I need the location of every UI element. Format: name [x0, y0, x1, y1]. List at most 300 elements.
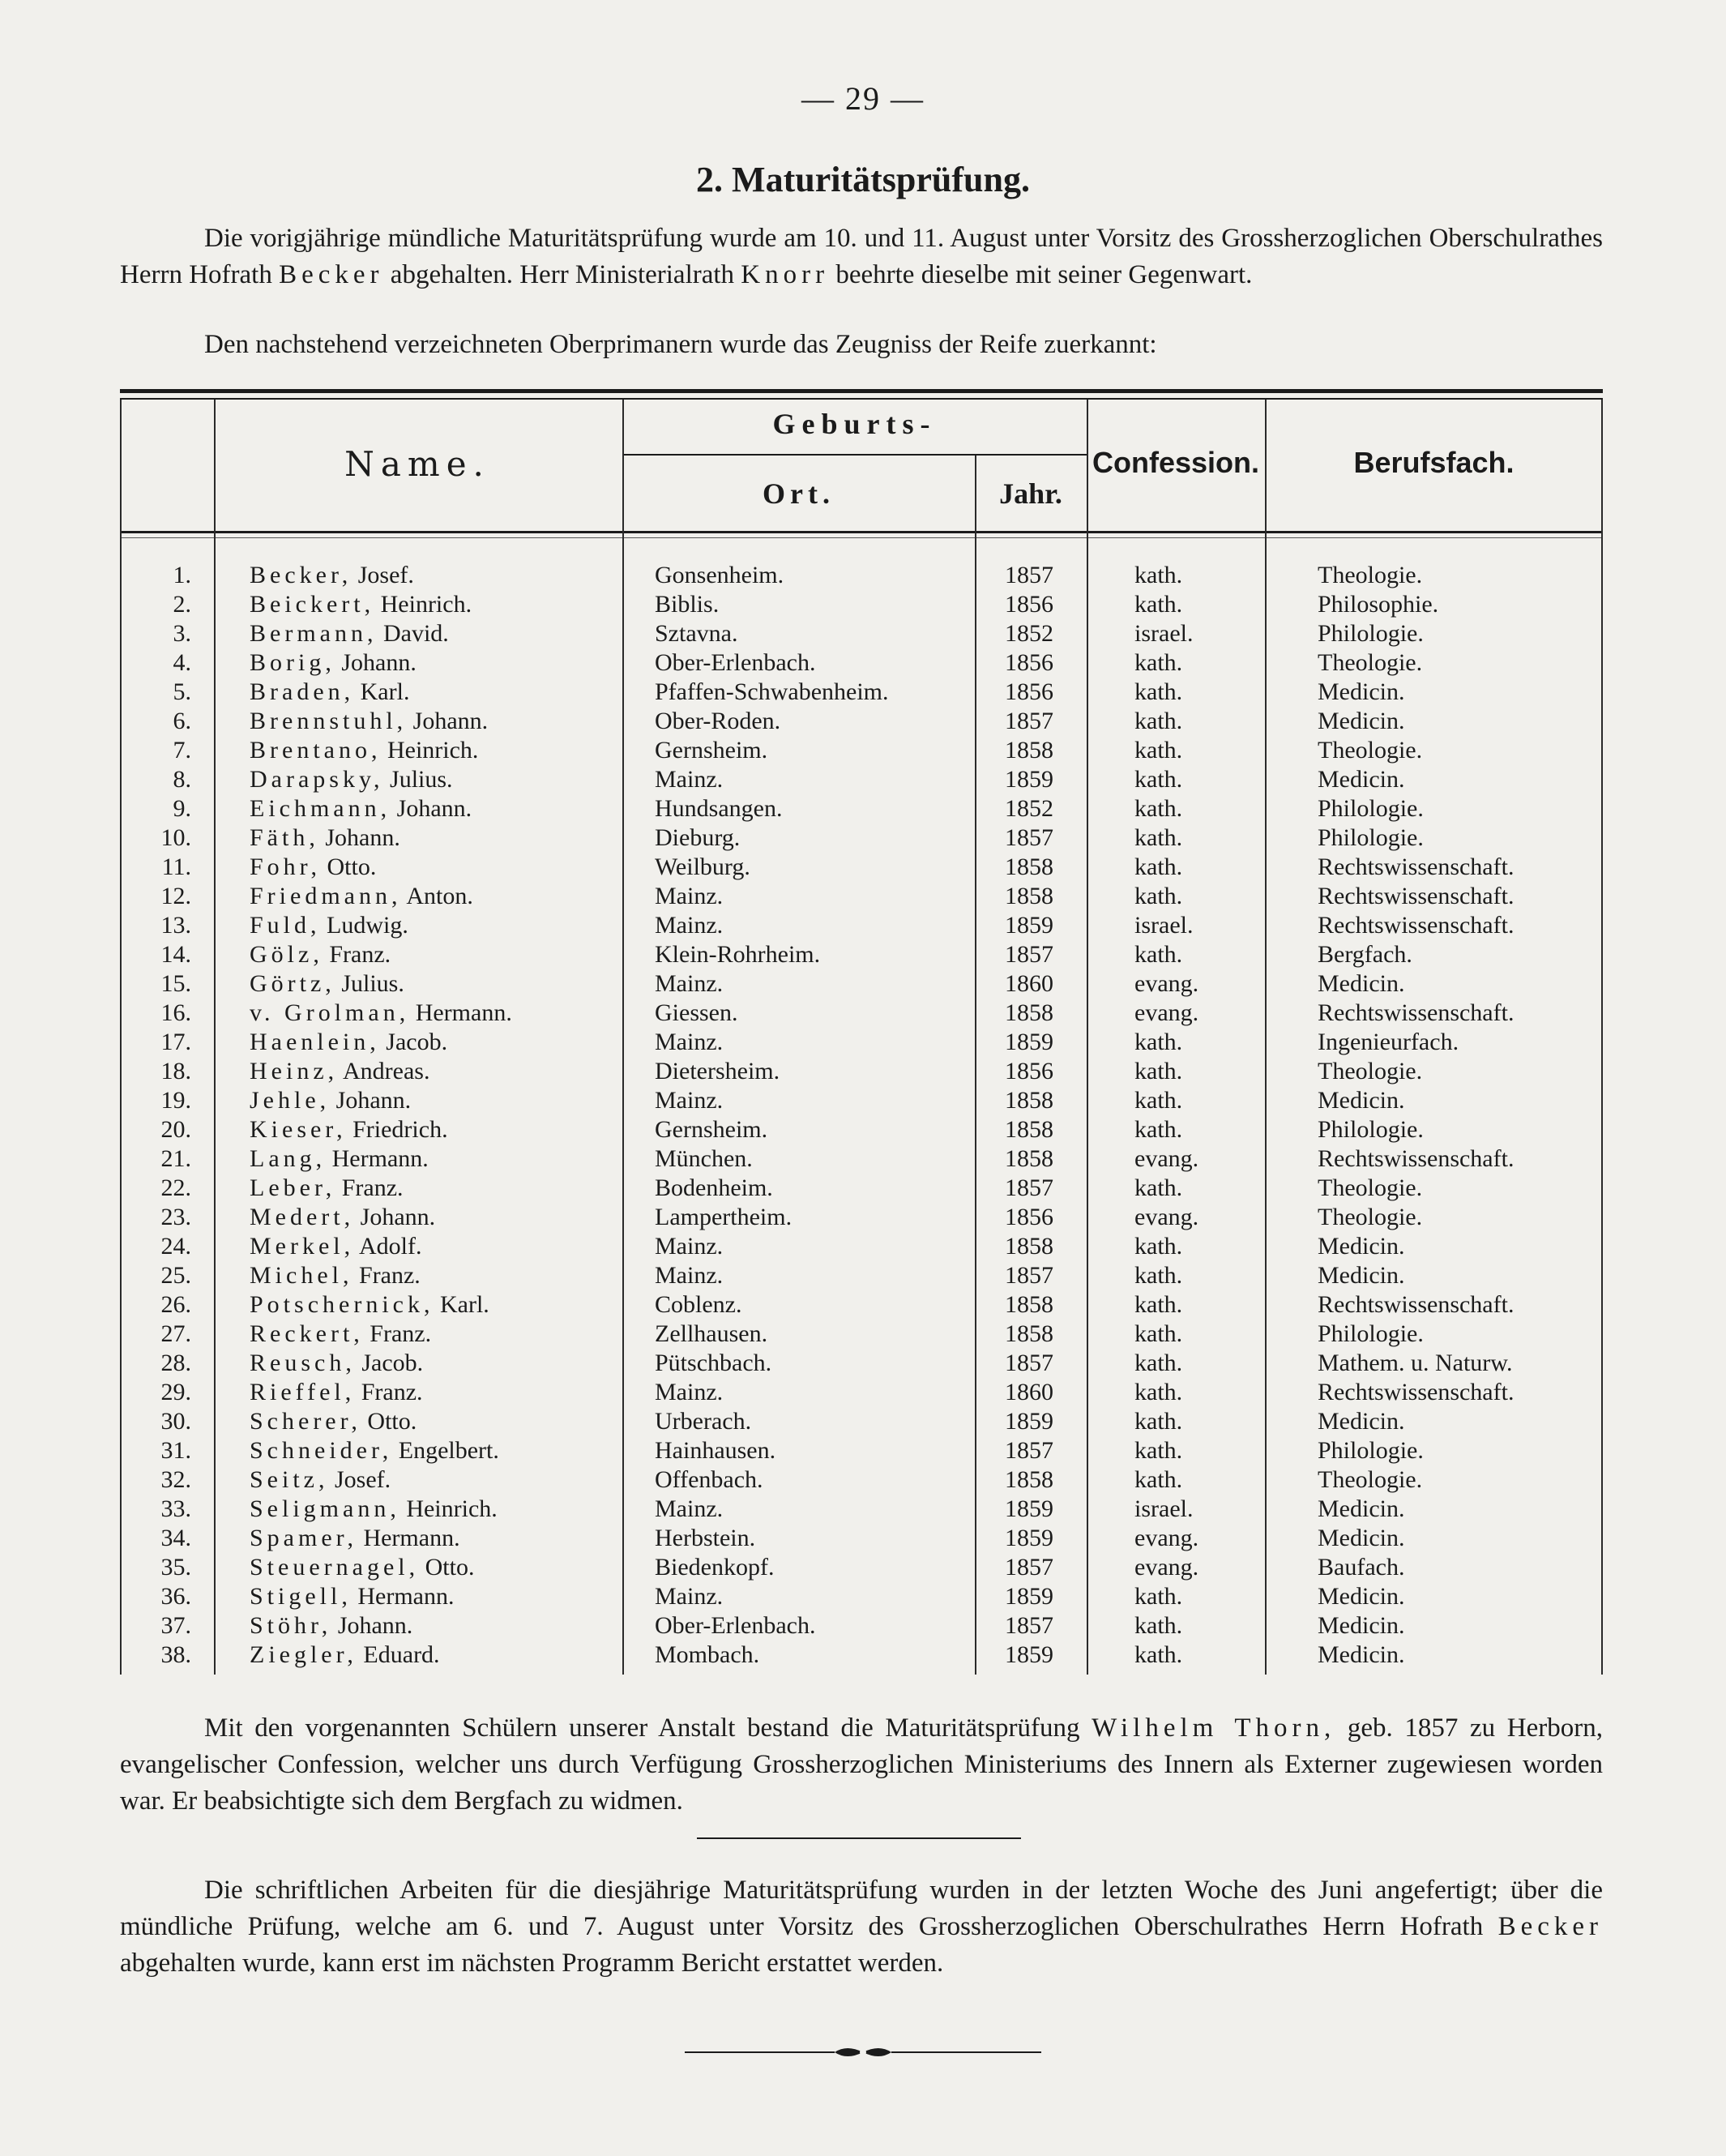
- confession: kath.: [1134, 883, 1183, 909]
- student-given-name: Hermann.: [357, 1583, 455, 1610]
- student-given-name: Hermann.: [331, 1145, 429, 1172]
- confession: evang.: [1134, 1145, 1199, 1172]
- student-given-name: Johann.: [360, 1204, 436, 1230]
- table-row: [120, 794, 1603, 823]
- student-surname: Becker,: [250, 562, 352, 588]
- student-surname: Brentano,: [250, 737, 382, 764]
- berufsfach: Medicin.: [1318, 1612, 1405, 1639]
- header-confession: Confession.: [1092, 446, 1259, 479]
- student-name: [250, 1115, 448, 1144]
- birth-year: 1857: [1005, 708, 1053, 734]
- row-number: 7.: [173, 737, 191, 764]
- birth-place: Weilburg.: [655, 853, 750, 880]
- berufsfach: Rechtswissenschaft.: [1318, 853, 1515, 880]
- birth-place: Mainz.: [655, 970, 724, 997]
- birth-year: 1857: [1005, 1262, 1053, 1289]
- birth-year: 1859: [1005, 1029, 1053, 1055]
- table-row: [120, 1582, 1603, 1611]
- student-name: [250, 1290, 489, 1320]
- row-number: 4.: [173, 649, 191, 676]
- confession: israel.: [1134, 912, 1194, 939]
- berufsfach: Philologie.: [1318, 795, 1424, 822]
- berufsfach: Medicin.: [1318, 678, 1405, 705]
- student-given-name: Jacob.: [361, 1350, 424, 1376]
- table-row: [120, 678, 1603, 707]
- student-surname: Braden,: [250, 678, 355, 705]
- student-name: [250, 1232, 422, 1261]
- birth-year: 1857: [1005, 562, 1053, 588]
- table-header-rule-thin: [120, 537, 1603, 538]
- student-surname: Beickert,: [250, 591, 375, 618]
- table-row: [120, 1320, 1603, 1349]
- confession: kath.: [1134, 562, 1183, 588]
- student-given-name: Ludwig.: [327, 912, 408, 939]
- student-name: [250, 1174, 404, 1203]
- student-name: [250, 940, 391, 969]
- table-top-rule: [120, 389, 1603, 393]
- section-separator: [697, 1837, 1021, 1839]
- birth-place: Offenbach.: [655, 1466, 763, 1493]
- confession: kath.: [1134, 795, 1183, 822]
- student-name: [250, 648, 417, 678]
- closing1-text-2: geb. 1857 zu Herborn, evangelischer Confession, welcher uns durch Verfügung Grossherzoglichen Ministeriums des Innern als Externer zugewiesen worden war. Er beabsichtigte sich dem Bergfach zu widmen.: [120, 1713, 1604, 1816]
- student-surname: Fäth,: [250, 824, 319, 851]
- table-row: [120, 1174, 1603, 1203]
- confession: evang.: [1134, 1554, 1199, 1581]
- student-given-name: Johann.: [325, 824, 400, 851]
- student-name: [250, 1349, 423, 1378]
- table-row: [120, 1436, 1603, 1465]
- student-given-name: Andreas.: [343, 1058, 430, 1084]
- row-number: 25.: [160, 1262, 191, 1289]
- student-name: [250, 911, 408, 940]
- birth-year: 1859: [1005, 766, 1053, 793]
- birth-year: 1858: [1005, 1087, 1053, 1114]
- confession: kath.: [1134, 1437, 1183, 1464]
- row-number: 13.: [160, 912, 191, 939]
- student-given-name: Adolf.: [359, 1233, 422, 1260]
- student-surname: Ziegler,: [250, 1641, 357, 1668]
- table-row: [120, 1144, 1603, 1174]
- table-row: [120, 1290, 1603, 1320]
- row-number: 2.: [173, 591, 191, 618]
- birth-year: 1858: [1005, 883, 1053, 909]
- end-ornament-icon: [685, 2043, 1041, 2062]
- birth-place: Mainz.: [655, 1379, 724, 1405]
- student-surname: Lang,: [250, 1145, 327, 1172]
- row-number: 30.: [160, 1408, 191, 1435]
- row-number: 35.: [160, 1554, 191, 1581]
- student-surname: Seligmann,: [250, 1495, 400, 1522]
- row-number: 28.: [160, 1350, 191, 1376]
- student-name: [250, 1524, 460, 1553]
- birth-year: 1857: [1005, 824, 1053, 851]
- student-surname: Haenlein,: [250, 1029, 380, 1055]
- section-title: 2. Maturitätsprüfung.: [696, 160, 1030, 199]
- row-number: 3.: [173, 620, 191, 647]
- table-row: [120, 736, 1603, 765]
- row-number: 26.: [160, 1291, 191, 1318]
- student-given-name: Johann.: [337, 1612, 413, 1639]
- student-given-name: Heinrich.: [380, 591, 472, 618]
- birth-place: Mombach.: [655, 1641, 760, 1668]
- birth-place: Hundsangen.: [655, 795, 783, 822]
- student-name: [250, 823, 400, 853]
- table-row: [120, 1553, 1603, 1582]
- row-number: 15.: [160, 970, 191, 997]
- student-surname: Stigell,: [250, 1583, 352, 1610]
- student-name: [250, 1203, 435, 1232]
- table-row: [120, 1611, 1603, 1641]
- birth-year: 1856: [1005, 591, 1053, 618]
- student-name: [250, 707, 488, 736]
- berufsfach: Theologie.: [1318, 1058, 1423, 1084]
- confession: kath.: [1134, 1087, 1183, 1114]
- confession: kath.: [1134, 1233, 1183, 1260]
- confession: kath.: [1134, 941, 1183, 968]
- student-given-name: Julius.: [341, 970, 404, 997]
- intro-name-knorr: Knorr: [741, 260, 830, 289]
- table-row: [120, 1495, 1603, 1524]
- intro-text-2: abgehalten. Herr Ministerialrath: [390, 260, 735, 289]
- birth-place: Mainz.: [655, 1233, 724, 1260]
- birth-year: 1857: [1005, 1612, 1053, 1639]
- birth-year: 1857: [1005, 1554, 1053, 1581]
- student-surname: Merkel,: [250, 1233, 355, 1260]
- birth-year: 1852: [1005, 620, 1053, 647]
- birth-year: 1857: [1005, 941, 1053, 968]
- confession: kath.: [1134, 1583, 1183, 1610]
- row-number: 38.: [160, 1641, 191, 1668]
- closing1-name-thorn: Wilhelm Thorn,: [1092, 1713, 1336, 1743]
- header-ort: Ort.: [763, 477, 835, 510]
- birth-year: 1858: [1005, 999, 1053, 1026]
- berufsfach: Philosophie.: [1318, 591, 1439, 618]
- table-row: [120, 1261, 1603, 1290]
- student-surname: Borig,: [250, 649, 335, 676]
- student-given-name: Franz.: [361, 1379, 423, 1405]
- closing1-text-1: Mit den vorgenannten Schülern unserer Anstalt bestand die Maturitätsprüfung: [204, 1713, 1080, 1743]
- table-row: [120, 1028, 1603, 1057]
- row-number: 22.: [160, 1174, 191, 1201]
- student-surname: Brennstuhl,: [250, 708, 408, 734]
- birth-place: München.: [655, 1145, 753, 1172]
- birth-year: 1859: [1005, 1495, 1053, 1522]
- berufsfach: Medicin.: [1318, 708, 1405, 734]
- student-name: [250, 1436, 499, 1465]
- student-given-name: Otto.: [425, 1554, 475, 1581]
- student-surname: Gölz,: [250, 941, 323, 968]
- berufsfach: Medicin.: [1318, 1408, 1405, 1435]
- berufsfach: Theologie.: [1318, 1174, 1423, 1201]
- intro-paragraph: [120, 220, 1603, 293]
- table-row: [120, 1232, 1603, 1261]
- berufsfach: Medicin.: [1318, 1525, 1405, 1551]
- student-name: [250, 969, 404, 999]
- confession: evang.: [1134, 1204, 1199, 1230]
- confession: kath.: [1134, 1058, 1183, 1084]
- student-name: [250, 1057, 429, 1086]
- student-name: [250, 1028, 447, 1057]
- student-surname: Seitz,: [250, 1466, 329, 1493]
- student-name: [250, 1641, 440, 1670]
- berufsfach: Rechtswissenschaft.: [1318, 999, 1515, 1026]
- row-number: 32.: [160, 1466, 191, 1493]
- row-number: 34.: [160, 1525, 191, 1551]
- student-name: [250, 1553, 474, 1582]
- birth-place: Klein-Rohrheim.: [655, 941, 821, 968]
- student-surname: Darapsky,: [250, 766, 384, 793]
- student-name: [250, 1582, 454, 1611]
- student-given-name: Franz.: [358, 1262, 421, 1289]
- birth-place: Mainz.: [655, 1583, 724, 1610]
- confession: kath.: [1134, 853, 1183, 880]
- student-name: [250, 853, 376, 882]
- birth-place: Urberach.: [655, 1408, 752, 1435]
- table-row: [120, 1057, 1603, 1086]
- row-number: 18.: [160, 1058, 191, 1084]
- student-name: [250, 1611, 412, 1641]
- berufsfach: Theologie.: [1318, 649, 1423, 676]
- berufsfach: Rechtswissenschaft.: [1318, 1291, 1515, 1318]
- birth-year: 1859: [1005, 1583, 1053, 1610]
- student-name: [250, 590, 472, 619]
- birth-place: Mainz.: [655, 766, 724, 793]
- closing-paragraph-2: [120, 1872, 1603, 1982]
- row-number: 10.: [160, 824, 191, 851]
- table-body: [120, 561, 1603, 1670]
- table-row: [120, 1378, 1603, 1407]
- confession: israel.: [1134, 620, 1194, 647]
- confession: kath.: [1134, 678, 1183, 705]
- intro-name-becker: Becker: [279, 260, 384, 289]
- row-number: 29.: [160, 1379, 191, 1405]
- row-number: 20.: [160, 1116, 191, 1143]
- berufsfach: Medicin.: [1318, 1087, 1405, 1114]
- table-row: [120, 911, 1603, 940]
- student-name: [250, 882, 473, 911]
- birth-year: 1856: [1005, 678, 1053, 705]
- table-row: [120, 765, 1603, 794]
- birth-year: 1858: [1005, 1466, 1053, 1493]
- confession: kath.: [1134, 1379, 1183, 1405]
- confession: kath.: [1134, 1641, 1183, 1668]
- table-row: [120, 1086, 1603, 1115]
- row-number: 19.: [160, 1087, 191, 1114]
- student-name: [250, 619, 449, 648]
- table-row: [120, 1641, 1603, 1670]
- table-row: [120, 619, 1603, 648]
- student-given-name: Josef.: [357, 562, 414, 588]
- student-surname: Potschernick,: [250, 1291, 434, 1318]
- table-header-rule: [120, 531, 1603, 533]
- confession: kath.: [1134, 1262, 1183, 1289]
- birth-year: 1858: [1005, 1145, 1053, 1172]
- header-geburts: Geburts-: [772, 408, 937, 440]
- intro-paragraph-2: Den nachstehend verzeichneten Oberprimanern wurde das Zeugniss der Reife zuerkannt:: [204, 330, 1157, 359]
- birth-place: Ober-Erlenbach.: [655, 1612, 816, 1639]
- row-number: 17.: [160, 1029, 191, 1055]
- student-surname: Steuernagel,: [250, 1554, 420, 1581]
- row-number: 1.: [173, 562, 191, 588]
- student-surname: Leber,: [250, 1174, 336, 1201]
- row-number: 33.: [160, 1495, 191, 1522]
- birth-year: 1852: [1005, 795, 1053, 822]
- student-surname: Eichmann,: [250, 795, 391, 822]
- berufsfach: Philologie.: [1318, 1320, 1424, 1347]
- intro-text-1: Die vorigjährige mündliche Maturitätsprüfung wurde am 10. und 11. August unter Vorsitz des Grossherzoglichen Oberschulrathes Herrn Hofrath: [120, 224, 1603, 289]
- berufsfach: Theologie.: [1318, 1204, 1423, 1230]
- birth-place: Dieburg.: [655, 824, 741, 851]
- confession: israel.: [1134, 1495, 1194, 1522]
- student-surname: Scherer,: [250, 1408, 361, 1435]
- birth-year: 1857: [1005, 1350, 1053, 1376]
- birth-year: 1858: [1005, 1233, 1053, 1260]
- student-given-name: Julius.: [390, 766, 453, 793]
- birth-place: Pütschbach.: [655, 1350, 772, 1376]
- student-name: [250, 1465, 391, 1495]
- student-given-name: Johann.: [396, 795, 472, 822]
- student-given-name: Johann.: [412, 708, 489, 734]
- table-top-rule-thin: [120, 398, 1603, 400]
- birth-place: Hainhausen.: [655, 1437, 776, 1464]
- student-surname: v. Grolman,: [250, 999, 410, 1026]
- student-given-name: Heinrich.: [387, 737, 479, 764]
- student-surname: Schneider,: [250, 1437, 393, 1464]
- student-name: [250, 765, 453, 794]
- geburts-subheader-rule: [622, 454, 1087, 456]
- student-given-name: Karl.: [439, 1291, 489, 1318]
- birth-place: Sztavna.: [655, 620, 738, 647]
- birth-place: Giessen.: [655, 999, 738, 1026]
- table-row: [120, 999, 1603, 1028]
- student-surname: Spamer,: [250, 1525, 357, 1551]
- student-name: [250, 1320, 431, 1349]
- student-given-name: Josef.: [335, 1466, 391, 1493]
- berufsfach: Medicin.: [1318, 970, 1405, 997]
- student-surname: Reusch,: [250, 1350, 356, 1376]
- berufsfach: Baufach.: [1318, 1554, 1405, 1581]
- confession: kath.: [1134, 1466, 1183, 1493]
- student-surname: Reckert,: [250, 1320, 364, 1347]
- birth-year: 1857: [1005, 1437, 1053, 1464]
- birth-place: Ober-Roden.: [655, 708, 781, 734]
- birth-place: Gernsheim.: [655, 737, 768, 764]
- row-number: 16.: [160, 999, 191, 1026]
- confession: kath.: [1134, 1612, 1183, 1639]
- birth-year: 1860: [1005, 1379, 1053, 1405]
- berufsfach: Medicin.: [1318, 1495, 1405, 1522]
- birth-year: 1859: [1005, 1408, 1053, 1435]
- birth-year: 1858: [1005, 1320, 1053, 1347]
- birth-place: Gonsenheim.: [655, 562, 784, 588]
- berufsfach: Mathem. u. Naturw.: [1318, 1350, 1513, 1376]
- berufsfach: Medicin.: [1318, 1233, 1405, 1260]
- confession: evang.: [1134, 1525, 1199, 1551]
- birth-place: Zellhausen.: [655, 1320, 768, 1347]
- student-given-name: Karl.: [360, 678, 410, 705]
- birth-year: 1860: [1005, 970, 1053, 997]
- intro-text-3: beehrte dieselbe mit seiner Gegenwart.: [835, 260, 1253, 289]
- birth-place: Pfaffen-Schwabenheim.: [655, 678, 889, 705]
- closing2-text-2: abgehalten wurde, kann erst im nächsten Programm Bericht erstattet werden.: [120, 1949, 944, 1978]
- student-name: [250, 1144, 429, 1174]
- birth-year: 1859: [1005, 912, 1053, 939]
- berufsfach: Medicin.: [1318, 766, 1405, 793]
- student-surname: Michel,: [250, 1262, 353, 1289]
- student-name: [250, 999, 512, 1028]
- birth-place: Gernsheim.: [655, 1116, 768, 1143]
- closing2-text-1: Die schriftlichen Arbeiten für die diesjährige Maturitätsprüfung wurden in der letzten Woche des Juni angefertigt; über die mündliche Prüfung, welche am 6. und 7. August unter Vorsitz des Grossherzoglichen Oberschulrathes Herrn Hofrath: [120, 1876, 1603, 1941]
- student-given-name: Otto.: [367, 1408, 417, 1435]
- confession: evang.: [1134, 999, 1199, 1026]
- birth-year: 1858: [1005, 853, 1053, 880]
- row-number: 8.: [173, 766, 191, 793]
- berufsfach: Medicin.: [1318, 1583, 1405, 1610]
- birth-year: 1857: [1005, 1174, 1053, 1201]
- confession: kath.: [1134, 1291, 1183, 1318]
- berufsfach: Rechtswissenschaft.: [1318, 912, 1515, 939]
- graduates-table: [120, 389, 1603, 1690]
- row-number: 5.: [173, 678, 191, 705]
- birth-place: Herbstein.: [655, 1525, 756, 1551]
- confession: kath.: [1134, 737, 1183, 764]
- table-row: [120, 853, 1603, 882]
- birth-year: 1858: [1005, 737, 1053, 764]
- table-row: [120, 940, 1603, 969]
- student-given-name: Hermann.: [363, 1525, 460, 1551]
- student-surname: Friedmann,: [250, 883, 402, 909]
- student-given-name: Friedrich.: [352, 1116, 448, 1143]
- birth-place: Lampertheim.: [655, 1204, 793, 1230]
- row-number: 12.: [160, 883, 191, 909]
- row-number: 6.: [173, 708, 191, 734]
- confession: kath.: [1134, 591, 1183, 618]
- berufsfach: Philologie.: [1318, 620, 1424, 647]
- confession: kath.: [1134, 1320, 1183, 1347]
- confession: kath.: [1134, 1174, 1183, 1201]
- birth-place: Ober-Erlenbach.: [655, 649, 816, 676]
- row-number: 37.: [160, 1612, 191, 1639]
- birth-place: Mainz.: [655, 883, 724, 909]
- table-row: [120, 590, 1603, 619]
- table-row: [120, 1465, 1603, 1495]
- closing-paragraph-1: [120, 1710, 1603, 1820]
- berufsfach: Rechtswissenschaft.: [1318, 883, 1515, 909]
- header-berufsfach: Berufsfach.: [1353, 446, 1515, 479]
- row-number: 31.: [160, 1437, 191, 1464]
- student-surname: Medert,: [250, 1204, 355, 1230]
- student-surname: Bermann,: [250, 620, 378, 647]
- student-name: [250, 1407, 417, 1436]
- berufsfach: Medicin.: [1318, 1262, 1405, 1289]
- student-given-name: Franz.: [370, 1320, 432, 1347]
- confession: kath.: [1134, 1116, 1183, 1143]
- row-number: 27.: [160, 1320, 191, 1347]
- student-surname: Kieser,: [250, 1116, 347, 1143]
- header-jahr: Jahr.: [999, 477, 1062, 510]
- berufsfach: Philologie.: [1318, 1437, 1424, 1464]
- birth-year: 1856: [1005, 1204, 1053, 1230]
- birth-place: Bodenheim.: [655, 1174, 773, 1201]
- berufsfach: Rechtswissenschaft.: [1318, 1379, 1515, 1405]
- confession: kath.: [1134, 649, 1183, 676]
- table-row: [120, 1407, 1603, 1436]
- birth-place: Coblenz.: [655, 1291, 742, 1318]
- student-name: [250, 1261, 421, 1290]
- birth-year: 1856: [1005, 1058, 1053, 1084]
- confession: kath.: [1134, 766, 1183, 793]
